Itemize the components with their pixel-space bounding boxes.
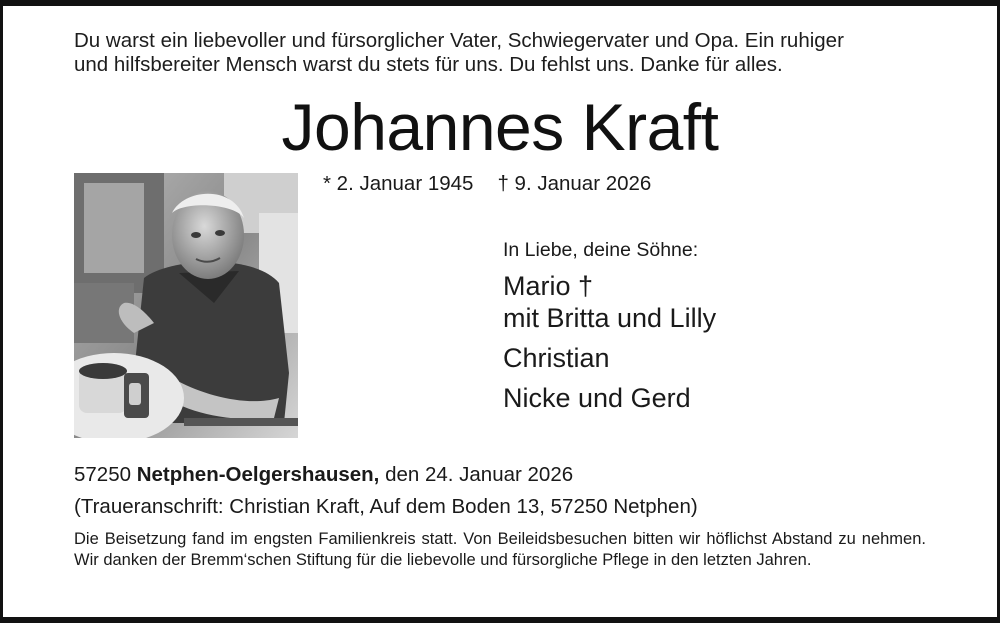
life-dates: [323, 171, 651, 197]
family-intro: In Liebe, deine Söhne:: [503, 239, 699, 261]
portrait-photo: [74, 173, 298, 438]
funeral-note: Die Beisetzung fand im engsten Familienkreis statt. Von Beileidsbesuchen bitten wir höflichst Abstand zu nehmen. Wir danken der Bremm‘schen Stiftung für die liebevolle und fürsorgliche Pflege in den letzten Jahren.: [74, 530, 926, 569]
family-member: [503, 342, 716, 374]
quote-line-1: Du warst ein liebevoller und fürsorglicher Vater, Schwiegervater und Opa. Ein ruhiger: [74, 29, 844, 52]
place-line: [74, 459, 698, 491]
family-member: [503, 270, 716, 334]
memorial-quote: [74, 29, 934, 77]
deceased-name: Johannes Kraft: [281, 90, 719, 164]
border-top: [0, 0, 1000, 6]
family-member-relations: mit Britta und Lilly: [503, 303, 717, 333]
place-and-date: [74, 459, 698, 523]
family-member-name: Mario †: [503, 271, 594, 301]
family-block: [503, 237, 716, 422]
quote-line-2: und hilfsbereiter Mensch warst du stets für uns. Du fehlst uns. Danke für alles.: [74, 53, 783, 76]
zip-code: 57250: [74, 463, 132, 486]
family-member: [503, 382, 716, 414]
portrait-photo-icon: [74, 173, 298, 438]
family-member-name: Nicke und Gerd: [503, 383, 691, 413]
family-member-name: Christian: [503, 343, 610, 373]
town-name: Netphen-Oelgershausen,: [136, 463, 380, 486]
border-bottom: [0, 617, 1000, 623]
mourning-address: (Traueranschrift: Christian Kraft, Auf dem Boden 13, 57250 Netphen): [74, 495, 698, 518]
birth-date: * 2. Januar 1945: [323, 172, 474, 195]
death-date: † 9. Januar 2026: [497, 172, 652, 195]
notice-date: den 24. Januar 2026: [385, 463, 574, 486]
